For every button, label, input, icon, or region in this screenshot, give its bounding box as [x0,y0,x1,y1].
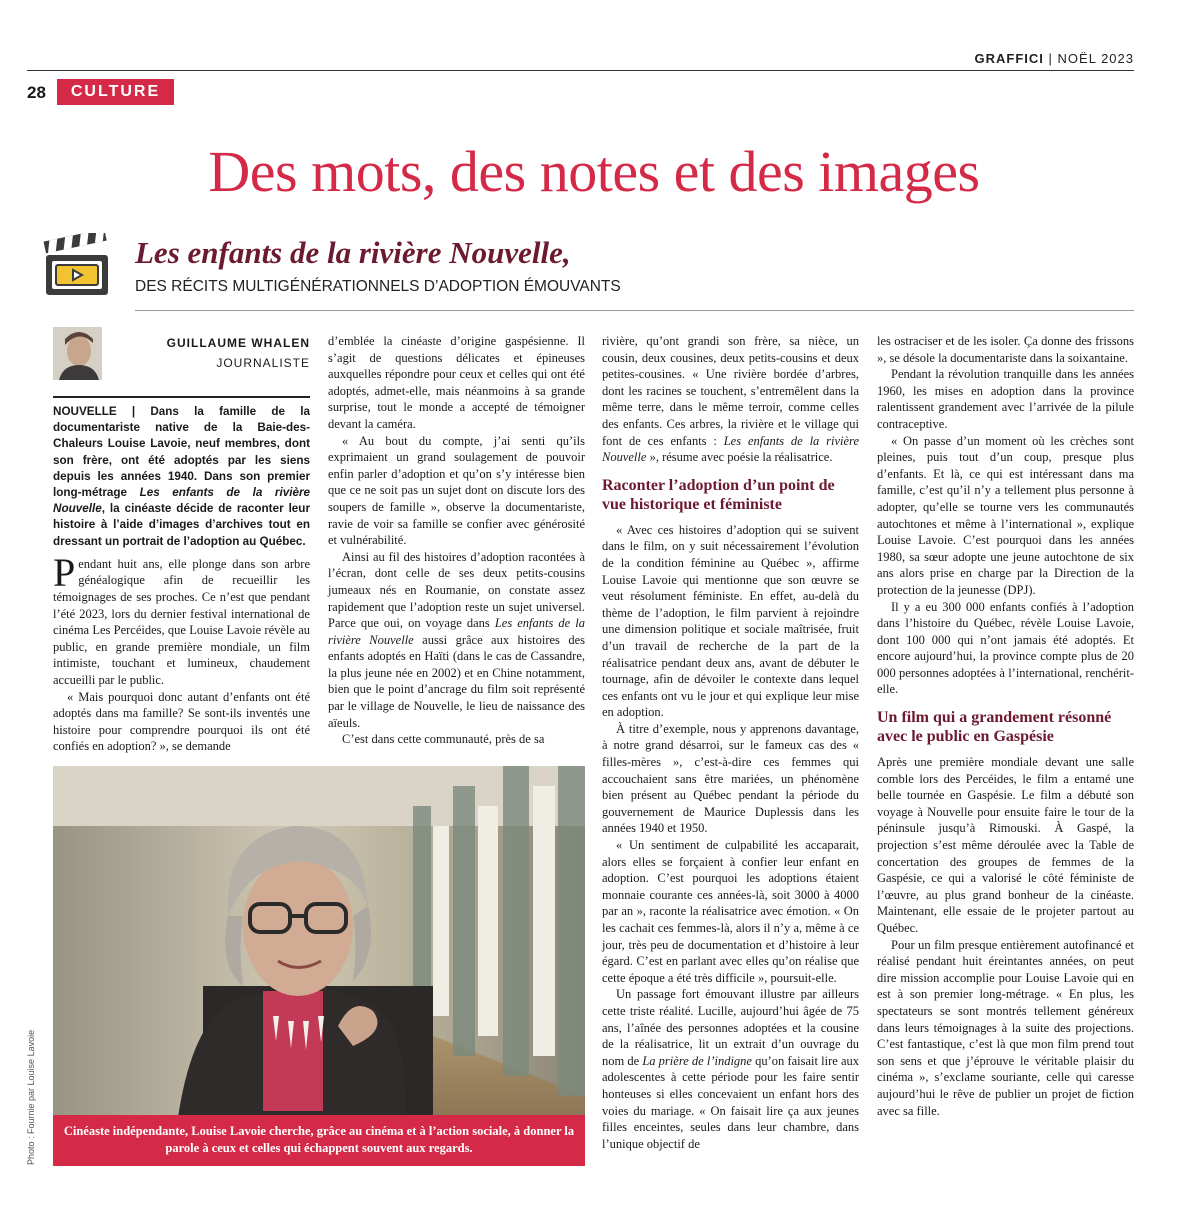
author-avatar [53,327,102,380]
body-paragraph: Ainsi au fil des histoires d’adoption racontées à l’écran, dont celle de ses deux petits-cousins jumeaux nés en Roumanie, on constate assez rapidement que l’adoption reste un sujet universel. Parce que oui, on voyage dans Les enfants de la rivière Nouvelle aussi grâce aux histoires des enfants adoptés en Haïti (dans le cas de Cassandre, la plus jeune née en 2002) et en Chine notamment, bien que le point d’ancrage du film soit représenté par le village de Nouvelle, le lieu de naissance des aïeuls. [328,549,585,730]
author-role: JOURNALISTE [216,356,310,370]
body-paragraph: Après une première mondiale devant une salle comble lors des Percéides, le film a entamé une belle tournée en Gaspésie. Le film a débuté son voyage à Nouvelle pour ensuite faire le tour de la péninsule jusqu’à Rimouski. À Gaspé, la projection s’est même déroulée avec la Table de concertation des groupes de femmes de la Gaspésie, ce qui a valorisé le côté féministe de l’œuvre, au plus grand bonheur de la cinéaste. Maintenant, elle essaie de le projeter partout au Québec. [877,755,1134,935]
body-paragraph: Pour un film presque entièrement autofinancé et réalisé pendant huit éreintantes années, on peut dire mission accomplie pour Louise Lavoie qui en est à son premier long-métrage. « En plus, les spectateurs se sont montrés tellement généreux dans leurs témoignages à la suite des projections. C’est fantastique, c’est là que mon film prend tout son sens et que j’éprouve le véritable plaisir du cinéma », s’exclame souriante, celle qui caresse aujourd’hui le rêve de publier un projet de fiction avec sa fille. [877,937,1134,1118]
section-label: CULTURE [57,79,174,105]
body-paragraph: rivière, qu’ont grandi son frère, sa nièce, un cousin, deux cousines, deux petits-cousins et deux petites-cousines. « Une rivière bordée d’arbres, dont les racines se touchent, s’entremêlent dans la même terre, dans le même terroir, comme celles des enfants. Ces arbres, la rivière et le village qui font de ces enfants : Les enfants de la rivière Nouvelle », résume avec poésie la réalisatrice. [602,334,859,465]
body-paragraph: les ostraciser et de les isoler. Ça donne des frissons », se désole la documentariste dans la soixantaine. [877,334,1134,365]
column-2 [328,333,585,748]
body-paragraph: Il y a eu 300 000 enfants confiés à l’adoption dans l’histoire du Québec, révèle Louise Lavoie, dont 100 000 qui n’ont jamais été adoptés. Et encore aujourd’hui, la province compte plus de 20 000 personnes adoptées à l’international, renchérit-elle. [877,599,1134,697]
article-kicker: DES RÉCITS MULTIGÉNÉRATIONNELS D’ADOPTION ÉMOUVANTS [135,278,621,295]
article-subtitle: Les enfants de la rivière Nouvelle, [135,235,571,270]
clapperboard-icon [42,233,112,297]
masthead-separator: | [1048,51,1053,66]
author-rule [53,396,310,398]
body-paragraph: Un passage fort émouvant illustre par ailleurs cette triste réalité. Lucille, aujourd’hui âgée de 75 ans, l’aînée des personnes adoptées et la cousine de la réalisatrice, lit un extrait d’un ouvrage du nom de La prière de l’indigne qu’on faisait lire aux adolescentes à cette période pour les faire sentir honteuses si elles concevaient un enfant hors des voies du mariage. « On faisait lire ça aux jeunes filles enceintes, seules dans leur chambre, dans l’unique objectif de [602,987,859,1151]
body-paragraph: « Mais pourquoi donc autant d’enfants ont été adoptés dans ma famille? Se sont-ils inventés une histoire pour comprendre pourquoi ils ont été confiés en adoption? », se demande [53,689,310,754]
body-paragraph: Pendant la révolution tranquille dans les années 1960, les mises en adoption dans la province ralentissent grandement avec l’arrivée de la pilule contraceptive. [877,367,1134,431]
header-rule [27,70,1134,71]
body-paragraph: d’emblée la cinéaste d’origine gaspésienne. Il s’agit de questions délicates et épineuses auxquelles répondre pour ceux et celles qui ont été adoptés, admet-elle, mais néanmoins à sa grande surprise, tout le monde a accepté de témoigner devant la caméra. [328,334,585,431]
article-photo [53,766,585,1166]
intro-paragraph: NOUVELLE | Dans la famille de la documentariste native de la Baie-des-Chaleurs Louise Lavoie, neuf membres, dont son frère, ont été adoptés par les siens depuis les années 1940. Dans son premier long-métrage Les enfants de la rivière Nouvelle, la cinéaste décide de raconter leur histoire à l’aide d’images d’archives tout en dressant un portrait de l’adoption au Québec. [53,405,310,548]
photo-caption: Cinéaste indépendante, Louise Lavoie cherche, grâce au cinéma et à l’action sociale, à donner la parole à ceux et celles qui échappent souvent aux regards. [53,1115,585,1166]
magazine-name: GRAFFICI [974,51,1044,66]
section-heading: Un film qui a grandement résonné avec le public en Gaspésie [877,709,1112,746]
body-paragraph: Pendant huit ans, elle plonge dans son arbre généalogique afin de recueillir les témoignages de ses proches. Ce n’est que pendant l’été 2023, lors du dernier festival international de cinéma Les Percéides, que Louise Lavoie révèle au public, en grande première mondiale, un film intimiste, touchant et lumineux, chaudement accueilli par le public. [53,549,310,687]
dropcap: P [53,549,76,595]
column-1 [53,404,310,755]
body-paragraph: C’est dans cette communauté, près de sa [342,732,545,747]
issue-label: NOËL 2023 [1057,51,1134,66]
author-name: GUILLAUME WHALEN [166,336,310,350]
body-paragraph: « Avec ces histoires d’adoption qui se suivent dans le film, on y suit nécessairement l’évolution de la condition féminine au Québec », affirme Louise Lavoie qui mentionne que son œuvre se veut résolument féministe. En effet, au-delà du thème de l’adoption, le film parvient à rejoindre une dimension politique et sociale maîtrisée, fruit d’un travail de recherche de la part de la réalisatrice pendant deux ans, avant de débuter le tournage, afin de dévoiler le contexte dans lequel ces enfants ont vu le jour et qui explique leur mise en adoption. [602,522,859,720]
section-heading: Raconter l’adoption d’un point de vue historique et féministe [602,476,835,513]
page-number: 28 [27,83,46,102]
subtitle-rule [135,310,1134,311]
body-paragraph: « Au bout du compte, j’ai senti qu’ils exprimaient un grand soulagement de pouvoir enfin parler d’adoption et qu’on s’y intéresse bien que ce ne soit pas un sujet dont on discute lors des soupers de famille », observe la documentariste, ravie de voir sa famille se confier avec générosité et vulnérabilité. [328,433,585,548]
body-paragraph: À titre d’exemple, nous y apprenons davantage, à notre grand désarroi, sur le fameux cas des « filles-mères », c’est-à-dire ces femmes qui accouchaient sans être mariées, un phénomène bien présent au Québec pendant la période du gouvernement de Maurice Duplessis dans les années 1940 et 1950. [602,721,859,836]
column-4 [877,333,1134,1119]
masthead [975,51,1134,66]
page-title: Des mots, des notes et des images [208,139,980,204]
column-3 [602,333,859,1152]
photo-credit: Photo : Fournie par Louise Lavoie [26,1029,36,1165]
body-paragraph: « Un sentiment de culpabilité les accaparait, alors elles se forçaient à confier leur enfant en adoption. C’est pourquoi les adoptions étaient monnaie courante ces années-là, soit 3000 à 4000 par an », raconte la réalisatrice avec émotion. « On les cachait ces femmes-là, alors il n’y a, même à ce jour, très peu de documentation et d’histoire à leur égard. C’est en parlant avec elles qu’on réalise que cette époque a été très difficile », poursuit-elle. [602,838,859,985]
body-paragraph: « On passe d’un moment où les crèches sont pleines, puis tout d’un coup, presque plus d’enfants. Et là, ce qui est intéressant dans ma famille, c’est qu’il n’y a tellement plus personne à adopter, qu’elle se tourne vers les communautés autochtones et même à l’international », explique Louise Lavoie. C’est pourquoi dans les années 1980, sa sœur adopte une jeune autochtone de six ans alors prise en charge par la Direction de la protection de la jeunesse (DPJ). [877,433,1134,597]
